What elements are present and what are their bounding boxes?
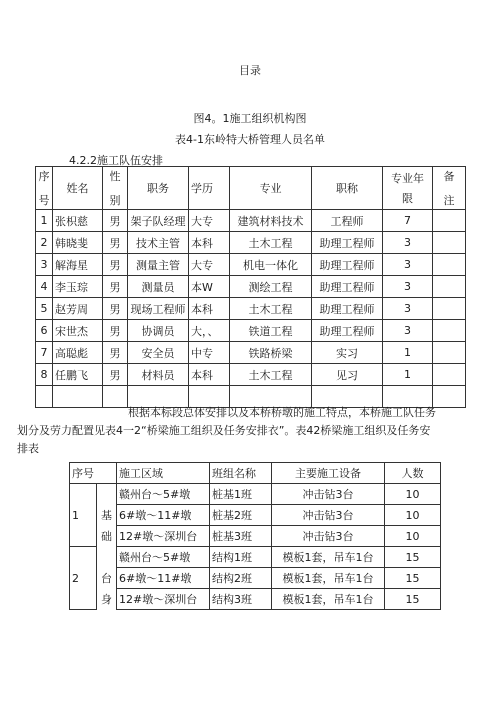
cell-gender: 男 <box>103 232 128 254</box>
staff-table <box>35 166 466 408</box>
cell-name: 赵芳周 <box>53 298 103 320</box>
cell-no: 6 <box>36 320 53 342</box>
cell-education: 中专 <box>189 342 230 364</box>
task-header-row <box>70 463 441 484</box>
group-number: 1 <box>70 484 97 547</box>
cell-remark <box>433 342 466 364</box>
cell-major: 铁路桥梁 <box>230 342 312 364</box>
group-label: 基 <box>97 505 117 526</box>
cell-major: 土木工程 <box>230 364 312 386</box>
group-label <box>97 484 117 505</box>
cell-position: 架子队经理 <box>128 210 189 232</box>
cell-title: 工程师 <box>312 210 383 232</box>
cell-major: 机电一体化 <box>230 254 312 276</box>
cell-years: 7 <box>383 210 433 232</box>
paragraph-line-1: 根据本标段总体安排以及本桥桥墩的施工特点，本桥施工队任务 <box>128 406 436 419</box>
cell-no: 2 <box>36 232 53 254</box>
cell-no: 5 <box>36 298 53 320</box>
cell-education: 本W <box>189 276 230 298</box>
cell-area: 12#墩～深圳台 <box>117 526 210 547</box>
cell-remark <box>433 298 466 320</box>
cell-equipment: 冲击钻3台 <box>272 484 385 505</box>
cell-count: 10 <box>385 505 441 526</box>
figure-caption: 图4。1施工组织机构图 <box>193 112 307 125</box>
cell-education: 大专 <box>189 254 230 276</box>
cell-gender: 男 <box>103 254 128 276</box>
cell-name: 韩晓斐 <box>53 232 103 254</box>
header-major: 专业 <box>230 167 312 210</box>
cell-major: 建筑材料技术 <box>230 210 312 232</box>
cell-remark <box>433 210 466 232</box>
cell-title: 助理工程师 <box>312 320 383 342</box>
table-row <box>70 526 441 547</box>
group-label <box>97 547 117 568</box>
cell-years: 3 <box>383 320 433 342</box>
cell-position: 现场工程师 <box>128 298 189 320</box>
cell-position: 材料员 <box>128 364 189 386</box>
cell-remark <box>433 364 466 386</box>
cell-position: 协调员 <box>128 320 189 342</box>
cell-area: 6#墩～11#墩 <box>117 568 210 589</box>
header-position: 职务 <box>128 167 189 210</box>
cell-remark <box>433 320 466 342</box>
cell-position: 技术主管 <box>128 232 189 254</box>
cell-title: 实习 <box>312 342 383 364</box>
table-row <box>36 254 466 276</box>
table-row <box>70 589 441 610</box>
cell-equipment: 冲击钻3台 <box>272 505 385 526</box>
cell-name: 李玉琮 <box>53 276 103 298</box>
task-table <box>69 462 441 610</box>
cell-education: 本科 <box>189 232 230 254</box>
table-row <box>36 276 466 298</box>
table-row <box>36 320 466 342</box>
cell-years: 3 <box>383 254 433 276</box>
table-row <box>70 568 441 589</box>
table-row <box>70 547 441 568</box>
cell-name: 任鹏飞 <box>53 364 103 386</box>
cell-team: 结构3班 <box>210 589 272 610</box>
staff-header-row <box>36 167 466 210</box>
cell-title: 助理工程师 <box>312 254 383 276</box>
group-label: 身 <box>97 589 117 610</box>
cell-position: 测量员 <box>128 276 189 298</box>
paragraph-line-2: 划分及劳力配置见表4一2“桥梁施工组织及任务安排衣”。表42桥梁施工组织及任务安 <box>17 424 431 437</box>
cell-years: 3 <box>383 232 433 254</box>
cell-major: 测绘工程 <box>230 276 312 298</box>
cell-no: 8 <box>36 364 53 386</box>
cell-area: 赣州台～5#墩 <box>117 484 210 505</box>
task-header-area: 施工区域 <box>117 463 210 484</box>
cell-area: 6#墩～11#墩 <box>117 505 210 526</box>
task-header-no: 序号 <box>70 463 117 484</box>
table-row <box>36 210 466 232</box>
cell-team: 桩基3班 <box>210 526 272 547</box>
cell-name: 宋世杰 <box>53 320 103 342</box>
cell-count: 15 <box>385 568 441 589</box>
cell-education: 大专 <box>189 210 230 232</box>
cell-gender: 男 <box>103 276 128 298</box>
cell-years: 3 <box>383 298 433 320</box>
section-heading: 4.2.2施工队伍安排 <box>69 154 163 167</box>
cell-area: 赣州台～5#墩 <box>117 547 210 568</box>
cell-area: 12#墩～深圳台 <box>117 589 210 610</box>
cell-equipment: 模板1套，吊车1台 <box>272 589 385 610</box>
cell-major: 土木工程 <box>230 232 312 254</box>
table-row <box>70 484 441 505</box>
group-label: 础 <box>97 526 117 547</box>
cell-name: 高聪彪 <box>53 342 103 364</box>
cell-no: 4 <box>36 276 53 298</box>
cell-education: 本科 <box>189 298 230 320</box>
header-education: 学历 <box>189 167 230 210</box>
table-row <box>36 232 466 254</box>
cell-major: 土木工程 <box>230 298 312 320</box>
task-header-equipment: 主要施工设备 <box>272 463 385 484</box>
cell-years: 1 <box>383 364 433 386</box>
header-gender: 性 别 <box>103 167 128 210</box>
cell-remark <box>433 232 466 254</box>
cell-team: 桩基1班 <box>210 484 272 505</box>
cell-equipment: 冲击钻3台 <box>272 526 385 547</box>
cell-count: 15 <box>385 589 441 610</box>
cell-position: 测量主管 <box>128 254 189 276</box>
cell-title: 助理工程师 <box>312 298 383 320</box>
cell-name: 解海星 <box>53 254 103 276</box>
header-title: 职称 <box>312 167 383 210</box>
cell-title: 见习 <box>312 364 383 386</box>
group-number: 2 <box>70 547 97 610</box>
cell-equipment: 模板1套，吊车1台 <box>272 547 385 568</box>
cell-gender: 男 <box>103 364 128 386</box>
cell-gender: 男 <box>103 210 128 232</box>
cell-position: 安全员 <box>128 342 189 364</box>
cell-education: 本科 <box>189 364 230 386</box>
cell-gender: 男 <box>103 298 128 320</box>
cell-count: 10 <box>385 526 441 547</box>
cell-remark <box>433 254 466 276</box>
cell-title: 助理工程师 <box>312 232 383 254</box>
cell-no: 3 <box>36 254 53 276</box>
header-name: 姓名 <box>53 167 103 210</box>
cell-name: 张枳慈 <box>53 210 103 232</box>
cell-remark <box>433 276 466 298</box>
cell-count: 10 <box>385 484 441 505</box>
table-row <box>36 298 466 320</box>
cell-team: 结构2班 <box>210 568 272 589</box>
cell-education: 大，、 <box>189 320 230 342</box>
group-label: 台 <box>97 568 117 589</box>
table-row <box>36 364 466 386</box>
table-caption: 表4-1东岭特大桥管理人员名单 <box>175 133 325 146</box>
cell-gender: 男 <box>103 320 128 342</box>
task-header-count: 人数 <box>385 463 441 484</box>
table-row <box>36 342 466 364</box>
header-no: 序 号 <box>36 167 53 210</box>
header-years: 专业年 限 <box>383 167 433 210</box>
cell-years: 1 <box>383 342 433 364</box>
cell-team: 桩基2班 <box>210 505 272 526</box>
cell-team: 结构1班 <box>210 547 272 568</box>
document-title: 目录 <box>239 64 261 77</box>
table-row <box>70 505 441 526</box>
cell-equipment: 模板1套，吊车1台 <box>272 568 385 589</box>
cell-gender: 男 <box>103 342 128 364</box>
header-remark: 备 注 <box>433 167 466 210</box>
cell-no: 7 <box>36 342 53 364</box>
cell-no: 1 <box>36 210 53 232</box>
paragraph-line-3: 排表 <box>17 442 39 455</box>
cell-years: 3 <box>383 276 433 298</box>
cell-title: 助理工程师 <box>312 276 383 298</box>
cell-count: 15 <box>385 547 441 568</box>
cell-major: 铁道工程 <box>230 320 312 342</box>
task-header-team: 班组名称 <box>210 463 272 484</box>
